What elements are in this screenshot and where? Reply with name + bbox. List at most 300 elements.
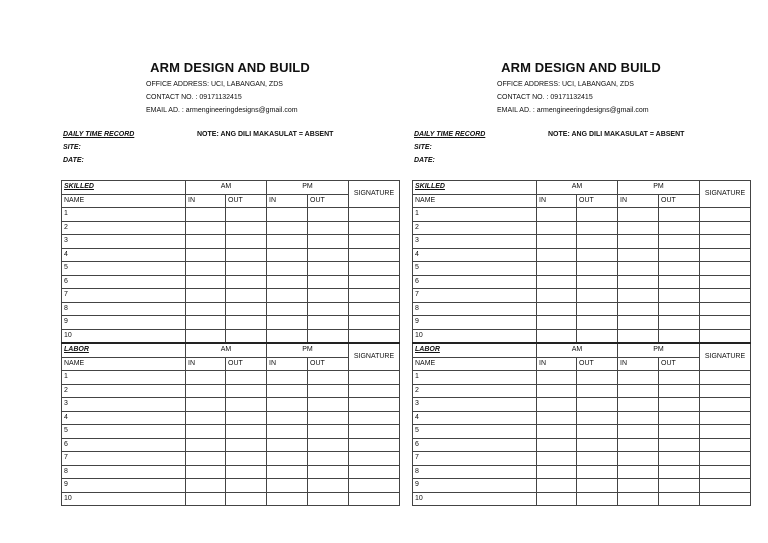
time-record-table bbox=[61, 180, 400, 506]
signature-cell[interactable] bbox=[700, 452, 751, 466]
am-out-cell[interactable] bbox=[577, 384, 618, 398]
pm-out-cell[interactable] bbox=[659, 438, 700, 452]
pm-in-cell[interactable] bbox=[267, 275, 308, 289]
am-out-cell[interactable] bbox=[577, 289, 618, 303]
signature-header: SIGNATURE bbox=[349, 343, 400, 371]
table-row bbox=[62, 384, 400, 398]
pm-in-cell[interactable] bbox=[267, 384, 308, 398]
pm-in-cell[interactable] bbox=[267, 316, 308, 330]
am-in-cell[interactable] bbox=[537, 329, 577, 343]
am-out-cell[interactable] bbox=[226, 289, 267, 303]
am-in-cell[interactable] bbox=[537, 438, 577, 452]
office-address: OFFICE ADDRESS: UCI, LABANGAN, ZDS bbox=[146, 81, 283, 88]
dtr-form-right bbox=[412, 0, 750, 543]
am-in-cell[interactable] bbox=[537, 479, 577, 493]
pm-out-cell[interactable] bbox=[308, 398, 349, 412]
table-row bbox=[413, 425, 751, 439]
signature-cell[interactable] bbox=[700, 479, 751, 493]
pm-in-cell[interactable] bbox=[618, 262, 659, 276]
table-row bbox=[62, 465, 400, 479]
am-out-cell[interactable] bbox=[226, 452, 267, 466]
pm-out-cell[interactable] bbox=[308, 371, 349, 385]
signature-cell[interactable] bbox=[349, 275, 400, 289]
company-name: ARM DESIGN AND BUILD bbox=[150, 60, 310, 75]
am-out-cell[interactable] bbox=[226, 384, 267, 398]
dtr-label: DAILY TIME RECORD bbox=[63, 131, 135, 138]
am-in-cell[interactable] bbox=[537, 411, 577, 425]
am-in-cell[interactable] bbox=[186, 235, 226, 249]
signature-cell[interactable] bbox=[700, 384, 751, 398]
row-number: 9 bbox=[413, 479, 537, 493]
pm-in-cell[interactable] bbox=[267, 289, 308, 303]
am-in-cell[interactable] bbox=[537, 262, 577, 276]
pm-out-cell[interactable] bbox=[308, 208, 349, 222]
row-number: 3 bbox=[413, 235, 537, 249]
pm-in-cell[interactable] bbox=[618, 329, 659, 343]
table-row bbox=[413, 492, 751, 506]
am-in-cell[interactable] bbox=[537, 371, 577, 385]
am-out-cell[interactable] bbox=[577, 371, 618, 385]
signature-cell[interactable] bbox=[349, 329, 400, 343]
site-label: SITE: bbox=[63, 144, 81, 151]
am-in-header: IN bbox=[537, 357, 577, 371]
row-number: 3 bbox=[413, 398, 537, 412]
table-row bbox=[62, 248, 400, 262]
pm-in-cell[interactable] bbox=[267, 398, 308, 412]
pm-out-cell[interactable] bbox=[659, 479, 700, 493]
table-row bbox=[413, 411, 751, 425]
pm-in-cell[interactable] bbox=[267, 329, 308, 343]
am-in-cell[interactable] bbox=[186, 248, 226, 262]
am-out-cell[interactable] bbox=[226, 329, 267, 343]
section-labor bbox=[413, 343, 751, 506]
pm-in-header: IN bbox=[618, 357, 659, 371]
signature-header: SIGNATURE bbox=[700, 181, 751, 208]
signature-cell[interactable] bbox=[700, 248, 751, 262]
company-name: ARM DESIGN AND BUILD bbox=[501, 60, 661, 75]
am-out-cell[interactable] bbox=[577, 221, 618, 235]
am-in-cell[interactable] bbox=[537, 384, 577, 398]
am-out-cell[interactable] bbox=[226, 371, 267, 385]
row-number: 4 bbox=[413, 411, 537, 425]
am-out-cell[interactable] bbox=[577, 262, 618, 276]
signature-cell[interactable] bbox=[349, 411, 400, 425]
pm-out-cell[interactable] bbox=[659, 262, 700, 276]
pm-in-cell[interactable] bbox=[618, 398, 659, 412]
am-in-cell[interactable] bbox=[186, 208, 226, 222]
am-in-cell[interactable] bbox=[186, 302, 226, 316]
table-row bbox=[62, 289, 400, 303]
signature-cell[interactable] bbox=[700, 425, 751, 439]
am-out-cell[interactable] bbox=[226, 275, 267, 289]
signature-cell[interactable] bbox=[349, 452, 400, 466]
signature-cell[interactable] bbox=[349, 425, 400, 439]
am-out-cell[interactable] bbox=[226, 262, 267, 276]
am-out-cell[interactable] bbox=[577, 248, 618, 262]
row-number: 8 bbox=[413, 302, 537, 316]
signature-cell[interactable] bbox=[349, 384, 400, 398]
name-header: NAME bbox=[62, 357, 186, 371]
row-number: 10 bbox=[62, 329, 186, 343]
pm-out-cell[interactable] bbox=[308, 452, 349, 466]
am-out-header: OUT bbox=[226, 357, 267, 371]
am-out-cell[interactable] bbox=[226, 411, 267, 425]
am-out-cell[interactable] bbox=[577, 411, 618, 425]
am-out-cell[interactable] bbox=[226, 465, 267, 479]
am-out-cell[interactable] bbox=[226, 425, 267, 439]
am-out-cell[interactable] bbox=[226, 438, 267, 452]
pm-out-header: OUT bbox=[659, 357, 700, 371]
am-in-cell[interactable] bbox=[537, 465, 577, 479]
am-out-cell[interactable] bbox=[577, 438, 618, 452]
pm-out-cell[interactable] bbox=[308, 221, 349, 235]
pm-in-cell[interactable] bbox=[267, 302, 308, 316]
table-row bbox=[413, 384, 751, 398]
signature-cell[interactable] bbox=[349, 248, 400, 262]
signature-cell[interactable] bbox=[700, 465, 751, 479]
signature-cell[interactable] bbox=[700, 302, 751, 316]
office-address: OFFICE ADDRESS: UCI, LABANGAN, ZDS bbox=[497, 81, 634, 88]
am-in-cell[interactable] bbox=[186, 221, 226, 235]
signature-cell[interactable] bbox=[349, 438, 400, 452]
table-row bbox=[413, 208, 751, 222]
pm-out-cell[interactable] bbox=[308, 465, 349, 479]
pm-out-cell[interactable] bbox=[308, 302, 349, 316]
pm-out-cell[interactable] bbox=[308, 425, 349, 439]
table-row bbox=[413, 221, 751, 235]
table-row bbox=[62, 235, 400, 249]
pm-out-cell[interactable] bbox=[659, 221, 700, 235]
pm-in-cell[interactable] bbox=[618, 248, 659, 262]
am-in-cell[interactable] bbox=[186, 275, 226, 289]
pm-in-cell[interactable] bbox=[618, 221, 659, 235]
pm-out-cell[interactable] bbox=[659, 465, 700, 479]
am-in-cell[interactable] bbox=[186, 465, 226, 479]
signature-cell[interactable] bbox=[349, 208, 400, 222]
pm-in-cell[interactable] bbox=[618, 371, 659, 385]
pm-in-cell[interactable] bbox=[618, 316, 659, 330]
name-header: NAME bbox=[62, 194, 186, 208]
row-number: 6 bbox=[62, 438, 186, 452]
row-number: 5 bbox=[413, 262, 537, 276]
row-number: 5 bbox=[413, 425, 537, 439]
row-number: 2 bbox=[413, 221, 537, 235]
signature-cell[interactable] bbox=[700, 262, 751, 276]
signature-cell[interactable] bbox=[349, 302, 400, 316]
pm-in-cell[interactable] bbox=[267, 221, 308, 235]
pm-out-cell[interactable] bbox=[308, 479, 349, 493]
pm-out-cell[interactable] bbox=[659, 384, 700, 398]
am-in-header: IN bbox=[186, 194, 226, 208]
am-out-cell[interactable] bbox=[226, 479, 267, 493]
am-in-cell[interactable] bbox=[186, 479, 226, 493]
pm-out-cell[interactable] bbox=[308, 289, 349, 303]
signature-cell[interactable] bbox=[349, 235, 400, 249]
am-out-cell[interactable] bbox=[577, 302, 618, 316]
pm-in-cell[interactable] bbox=[267, 465, 308, 479]
pm-out-cell[interactable] bbox=[659, 411, 700, 425]
pm-in-cell[interactable] bbox=[618, 235, 659, 249]
am-in-cell[interactable] bbox=[537, 492, 577, 506]
am-out-cell[interactable] bbox=[577, 208, 618, 222]
pm-out-cell[interactable] bbox=[659, 248, 700, 262]
am-in-header: IN bbox=[537, 194, 577, 208]
am-out-cell[interactable] bbox=[577, 452, 618, 466]
table-row bbox=[413, 275, 751, 289]
signature-cell[interactable] bbox=[700, 316, 751, 330]
am-out-cell[interactable] bbox=[226, 248, 267, 262]
section-title: SKILLED bbox=[413, 181, 537, 195]
am-in-cell[interactable] bbox=[537, 316, 577, 330]
row-number: 7 bbox=[413, 452, 537, 466]
table-row bbox=[413, 452, 751, 466]
pm-out-cell[interactable] bbox=[308, 235, 349, 249]
signature-cell[interactable] bbox=[700, 329, 751, 343]
table-row bbox=[62, 221, 400, 235]
pm-out-cell[interactable] bbox=[659, 208, 700, 222]
am-in-cell[interactable] bbox=[537, 302, 577, 316]
row-number: 8 bbox=[413, 465, 537, 479]
pm-in-cell[interactable] bbox=[267, 208, 308, 222]
pm-in-cell[interactable] bbox=[267, 371, 308, 385]
am-in-cell[interactable] bbox=[537, 235, 577, 249]
absent-note: NOTE: ANG DILI MAKASULAT = ABSENT bbox=[197, 131, 334, 138]
name-header: NAME bbox=[413, 194, 537, 208]
table-row bbox=[62, 398, 400, 412]
am-out-cell[interactable] bbox=[226, 208, 267, 222]
row-number: 5 bbox=[62, 425, 186, 439]
pm-in-cell[interactable] bbox=[618, 425, 659, 439]
row-number: 9 bbox=[62, 316, 186, 330]
signature-cell[interactable] bbox=[349, 398, 400, 412]
pm-out-cell[interactable] bbox=[659, 452, 700, 466]
row-number: 2 bbox=[62, 384, 186, 398]
am-in-cell[interactable] bbox=[537, 208, 577, 222]
pm-out-cell[interactable] bbox=[308, 248, 349, 262]
pm-header: PM bbox=[618, 343, 700, 357]
table-row bbox=[413, 329, 751, 343]
am-out-cell[interactable] bbox=[577, 398, 618, 412]
signature-cell[interactable] bbox=[349, 262, 400, 276]
row-number: 7 bbox=[413, 289, 537, 303]
pm-in-cell[interactable] bbox=[618, 289, 659, 303]
pm-out-cell[interactable] bbox=[308, 411, 349, 425]
pm-in-cell[interactable] bbox=[618, 384, 659, 398]
pm-in-cell[interactable] bbox=[267, 248, 308, 262]
row-number: 1 bbox=[62, 371, 186, 385]
row-number: 10 bbox=[62, 492, 186, 506]
pm-out-cell[interactable] bbox=[659, 492, 700, 506]
signature-cell[interactable] bbox=[700, 398, 751, 412]
pm-in-cell[interactable] bbox=[267, 479, 308, 493]
row-number: 1 bbox=[413, 208, 537, 222]
signature-cell[interactable] bbox=[349, 221, 400, 235]
am-out-cell[interactable] bbox=[226, 235, 267, 249]
pm-in-cell[interactable] bbox=[618, 452, 659, 466]
table-row bbox=[413, 371, 751, 385]
dtr-label: DAILY TIME RECORD bbox=[414, 131, 486, 138]
pm-out-cell[interactable] bbox=[308, 316, 349, 330]
section-title: LABOR bbox=[413, 343, 537, 357]
row-number: 4 bbox=[62, 248, 186, 262]
pm-out-cell[interactable] bbox=[659, 316, 700, 330]
row-number: 1 bbox=[62, 208, 186, 222]
name-header: NAME bbox=[413, 357, 537, 371]
am-out-cell[interactable] bbox=[226, 398, 267, 412]
am-out-cell[interactable] bbox=[577, 275, 618, 289]
am-out-cell[interactable] bbox=[577, 465, 618, 479]
pm-in-cell[interactable] bbox=[618, 479, 659, 493]
pm-in-header: IN bbox=[267, 194, 308, 208]
am-in-cell[interactable] bbox=[186, 452, 226, 466]
contact-number: CONTACT NO. : 09171132415 bbox=[146, 94, 242, 101]
pm-out-cell[interactable] bbox=[659, 371, 700, 385]
pm-out-cell[interactable] bbox=[308, 275, 349, 289]
signature-cell[interactable] bbox=[349, 479, 400, 493]
pm-out-cell[interactable] bbox=[308, 329, 349, 343]
am-out-cell[interactable] bbox=[577, 492, 618, 506]
pm-out-cell[interactable] bbox=[308, 262, 349, 276]
table-row bbox=[413, 235, 751, 249]
row-number: 6 bbox=[62, 275, 186, 289]
pm-in-cell[interactable] bbox=[618, 492, 659, 506]
am-in-cell[interactable] bbox=[537, 248, 577, 262]
pm-out-cell[interactable] bbox=[659, 425, 700, 439]
pm-in-cell[interactable] bbox=[618, 465, 659, 479]
pm-out-cell[interactable] bbox=[659, 302, 700, 316]
am-in-cell[interactable] bbox=[186, 425, 226, 439]
signature-cell[interactable] bbox=[700, 221, 751, 235]
am-in-cell[interactable] bbox=[186, 411, 226, 425]
signature-cell[interactable] bbox=[349, 371, 400, 385]
am-out-header: OUT bbox=[577, 194, 618, 208]
signature-cell[interactable] bbox=[700, 438, 751, 452]
table-row bbox=[62, 492, 400, 506]
pm-out-cell[interactable] bbox=[659, 275, 700, 289]
pm-out-cell[interactable] bbox=[659, 235, 700, 249]
signature-cell[interactable] bbox=[349, 289, 400, 303]
table-row bbox=[413, 479, 751, 493]
am-in-cell[interactable] bbox=[186, 398, 226, 412]
am-out-cell[interactable] bbox=[577, 425, 618, 439]
am-in-cell[interactable] bbox=[537, 398, 577, 412]
pm-in-cell[interactable] bbox=[267, 411, 308, 425]
pm-header: PM bbox=[267, 343, 349, 357]
pm-in-cell[interactable] bbox=[267, 452, 308, 466]
am-in-cell[interactable] bbox=[537, 452, 577, 466]
signature-cell[interactable] bbox=[349, 492, 400, 506]
am-in-cell[interactable] bbox=[186, 384, 226, 398]
pm-in-cell[interactable] bbox=[267, 235, 308, 249]
signature-cell[interactable] bbox=[700, 275, 751, 289]
pm-header: PM bbox=[618, 181, 700, 195]
am-out-cell[interactable] bbox=[577, 316, 618, 330]
am-out-cell[interactable] bbox=[226, 221, 267, 235]
pm-out-cell[interactable] bbox=[308, 438, 349, 452]
am-out-cell[interactable] bbox=[226, 316, 267, 330]
pm-out-cell[interactable] bbox=[659, 329, 700, 343]
row-number: 2 bbox=[62, 221, 186, 235]
signature-cell[interactable] bbox=[700, 235, 751, 249]
table-row bbox=[413, 289, 751, 303]
am-out-cell[interactable] bbox=[577, 329, 618, 343]
am-in-cell[interactable] bbox=[186, 316, 226, 330]
pm-in-cell[interactable] bbox=[618, 208, 659, 222]
am-in-cell[interactable] bbox=[186, 492, 226, 506]
row-number: 6 bbox=[413, 275, 537, 289]
signature-cell[interactable] bbox=[700, 371, 751, 385]
signature-cell[interactable] bbox=[700, 208, 751, 222]
am-out-cell[interactable] bbox=[226, 492, 267, 506]
signature-cell[interactable] bbox=[700, 492, 751, 506]
pm-out-cell[interactable] bbox=[308, 492, 349, 506]
row-number: 3 bbox=[62, 235, 186, 249]
signature-header: SIGNATURE bbox=[349, 181, 400, 208]
am-in-cell[interactable] bbox=[537, 289, 577, 303]
signature-cell[interactable] bbox=[349, 316, 400, 330]
am-out-cell[interactable] bbox=[226, 302, 267, 316]
email-address: EMAIL AD. : armengineeringdesigns@gmail.com bbox=[146, 107, 298, 114]
signature-cell[interactable] bbox=[700, 289, 751, 303]
table-row bbox=[62, 262, 400, 276]
am-in-cell[interactable] bbox=[186, 262, 226, 276]
pm-in-cell[interactable] bbox=[267, 262, 308, 276]
pm-in-cell[interactable] bbox=[618, 275, 659, 289]
table-row bbox=[62, 479, 400, 493]
am-in-cell[interactable] bbox=[186, 289, 226, 303]
pm-in-cell[interactable] bbox=[267, 425, 308, 439]
signature-cell[interactable] bbox=[349, 465, 400, 479]
am-header: AM bbox=[186, 181, 267, 195]
pm-out-header: OUT bbox=[308, 357, 349, 371]
am-out-cell[interactable] bbox=[577, 235, 618, 249]
time-record-table bbox=[412, 180, 751, 506]
am-header: AM bbox=[186, 343, 267, 357]
date-label: DATE: bbox=[63, 157, 84, 164]
am-in-cell[interactable] bbox=[186, 329, 226, 343]
pm-out-cell[interactable] bbox=[659, 398, 700, 412]
am-out-cell[interactable] bbox=[577, 479, 618, 493]
row-number: 3 bbox=[62, 398, 186, 412]
row-number: 2 bbox=[413, 384, 537, 398]
am-in-cell[interactable] bbox=[537, 275, 577, 289]
row-number: 6 bbox=[413, 438, 537, 452]
pm-in-cell[interactable] bbox=[618, 302, 659, 316]
pm-out-cell[interactable] bbox=[308, 384, 349, 398]
pm-in-cell[interactable] bbox=[267, 438, 308, 452]
pm-in-cell[interactable] bbox=[618, 411, 659, 425]
table-row bbox=[62, 438, 400, 452]
am-in-header: IN bbox=[186, 357, 226, 371]
pm-in-cell[interactable] bbox=[267, 492, 308, 506]
section-skilled bbox=[62, 181, 400, 344]
row-number: 10 bbox=[413, 492, 537, 506]
pm-in-cell[interactable] bbox=[618, 438, 659, 452]
signature-cell[interactable] bbox=[700, 411, 751, 425]
am-in-cell[interactable] bbox=[186, 371, 226, 385]
table-row bbox=[62, 371, 400, 385]
section-skilled bbox=[413, 181, 751, 344]
date-label: DATE: bbox=[414, 157, 435, 164]
am-in-cell[interactable] bbox=[537, 221, 577, 235]
table-row bbox=[62, 316, 400, 330]
pm-in-header: IN bbox=[267, 357, 308, 371]
row-number: 1 bbox=[413, 371, 537, 385]
section-header-row bbox=[413, 181, 751, 195]
pm-out-cell[interactable] bbox=[659, 289, 700, 303]
am-in-cell[interactable] bbox=[186, 438, 226, 452]
am-in-cell[interactable] bbox=[537, 425, 577, 439]
